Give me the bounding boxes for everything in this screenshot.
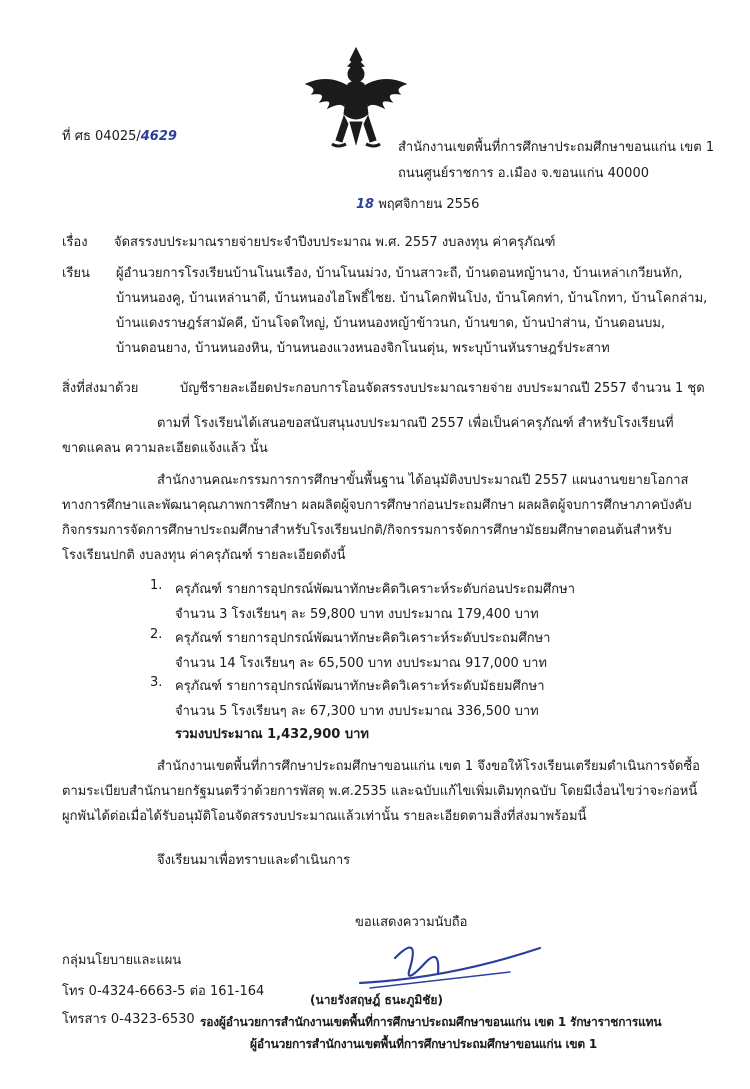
- item-number: 1.: [150, 578, 163, 593]
- reference-handwritten: 4629: [140, 129, 177, 144]
- department: กลุ่มนโยบายและแผน: [62, 953, 182, 968]
- garuda-emblem-icon: [298, 44, 414, 152]
- item-amount: จำนวน 14 โรงเรียนๆ ละ 65,500 บาท งบประมาณ 917,000 บาท: [175, 656, 547, 671]
- item-number: 3.: [150, 675, 163, 690]
- item-amount: จำนวน 3 โรงเรียนๆ ละ 59,800 บาท งบประมาณ 179,400 บาท: [175, 607, 539, 622]
- to-line: บ้านดอนยาง, บ้านหนองหิน, บ้านหนองแวงหนองจิกโนนตุ่น, พระบุบ้านหันราษฎร์ประสาท: [116, 341, 610, 356]
- date-day-handwritten: 18: [356, 197, 375, 212]
- sender-address: ถนนศูนย์ราชการ อ.เมือง จ.ขอนแก่น 40000: [398, 166, 649, 181]
- enclosure: บัญชีรายละเอียดประกอบการโอนจัดสรรงบประมาณรายจ่าย งบประมาณปี 2557 จำนวน 1 ชุด: [180, 381, 705, 396]
- paragraph-approval: สำนักงานคณะกรรมการการศึกษาขั้นพื้นฐาน ได้อนุมัติงบประมาณปี 2557 แผนงานขยายโอกาสทางการศึกษาและพัฒนาคุณภาพการศึกษา ผลผลิตผู้จบการศึกษาก่อนประถมศึกษา ผลผลิตผู้จบการศึกษาภาคบังคับ กิจกรรมการจัดการศึกษาประถมศึกษาสำหรับโรงเรียนปกติ/กิจกรรมการจัดการศึกษามัธยมศึกษาตอนต้นสำหรับโรงเรียนปกติ งบลงทุน ค่าครุภัณฑ์ รายละเอียดดังนี้: [62, 473, 692, 563]
- paragraph-reference: ตามที่ โรงเรียนได้เสนอขอสนับสนุนงบประมาณปี 2557 เพื่อเป็นค่าครุภัณฑ์ สำหรับโรงเรียนที่ขาดแคลน ความละเอียดแจ้งแล้ว นั้น: [62, 416, 674, 456]
- date-month-year: พฤศจิกายน 2556: [374, 197, 480, 212]
- signer-title-acting: ผู้อำนวยการสำนักงานเขตพื้นที่การศึกษาประถมศึกษาขอนแก่น เขต 1: [250, 1037, 598, 1051]
- signer-name: (นายรังสฤษฎ์ ธนะภูมิชัย): [310, 993, 443, 1007]
- item-amount: จำนวน 5 โรงเรียนๆ ละ 67,300 บาท งบประมาณ 336,500 บาท: [175, 704, 539, 719]
- reference-number: [62, 125, 177, 146]
- subject-label: เรื่อง: [62, 235, 88, 250]
- signature-icon: [300, 928, 560, 998]
- item-line: ครุภัณฑ์ รายการอุปกรณ์พัฒนาทักษะคิดวิเคราะห์ระดับประถมศึกษา: [175, 631, 551, 646]
- reference-prefix: ที่ ศธ 04025/: [62, 129, 141, 144]
- signer-title: รองผู้อำนวยการสำนักงานเขตพื้นที่การศึกษาประถมศึกษาขอนแก่น เขต 1 รักษาราชการแทน: [200, 1015, 662, 1029]
- fax: โทรสาร 0-4323-6530: [62, 1012, 195, 1027]
- to-line: บ้านแดงราษฎร์สามัคคี, บ้านโจดใหญ่, บ้านหนองหญ้าข้าวนก, บ้านขาด, บ้านป่าส่าน, บ้านดอนบม,: [116, 316, 666, 331]
- letter-date: [356, 193, 479, 214]
- to-label: เรียน: [62, 266, 90, 281]
- budget-total: รวมงบประมาณ 1,432,900 บาท: [175, 727, 369, 742]
- item-number: 2.: [150, 627, 163, 642]
- paragraph-procurement: สำนักงานเขตพื้นที่การศึกษาประถมศึกษาขอนแก่น เขต 1 จึงขอให้โรงเรียนเตรียมดำเนินการจัดซื้อตามระเบียบสำนักนายกรัฐมนตรีว่าด้วยการพัสดุ พ.ศ.2535 และฉบับแก้ไขเพิ่มเติมทุกฉบับ โดยมีเงื่อนไขว่าจะก่อหนี้ผูกพันได้ต่อเมื่อได้รับอนุมัติโอนจัดสรรงบประมาณแล้วเท่านั้น รายละเอียดตามสิ่งที่ส่งมาพร้อมนี้: [62, 759, 700, 824]
- to-line: ผู้อำนวยการโรงเรียนบ้านโนนเรือง, บ้านโนนม่วง, บ้านสาวะถี, บ้านดอนหญ้านาง, บ้านเหล่าเกวียนหัก,: [116, 266, 683, 281]
- closing-request: จึงเรียนมาเพื่อทราบและดำเนินการ: [157, 853, 351, 868]
- phone: โทร 0-4324-6663-5 ต่อ 161-164: [62, 984, 265, 999]
- item-line: ครุภัณฑ์ รายการอุปกรณ์พัฒนาทักษะคิดวิเคราะห์ระดับก่อนประถมศึกษา: [175, 582, 576, 597]
- enclosure-label: สิ่งที่ส่งมาด้วย: [62, 381, 139, 396]
- sender-office: สำนักงานเขตพื้นที่การศึกษาประถมศึกษาขอนแก่น เขต 1: [398, 140, 715, 155]
- item-line: ครุภัณฑ์ รายการอุปกรณ์พัฒนาทักษะคิดวิเคราะห์ระดับมัธยมศึกษา: [175, 679, 545, 694]
- closing-salutation: ขอแสดงความนับถือ: [355, 915, 468, 930]
- to-line: บ้านหนองคู, บ้านเหล่านาดี, บ้านหนองไฮโพธิ์ไชย. บ้านโคกฟันโปง, บ้านโคกท่า, บ้านโกทา, บ้านโคกล่าม,: [116, 291, 708, 306]
- subject: จัดสรรงบประมาณรายจ่ายประจำปีงบประมาณ พ.ศ. 2557 งบลงทุน ค่าครุภัณฑ์: [114, 235, 556, 250]
